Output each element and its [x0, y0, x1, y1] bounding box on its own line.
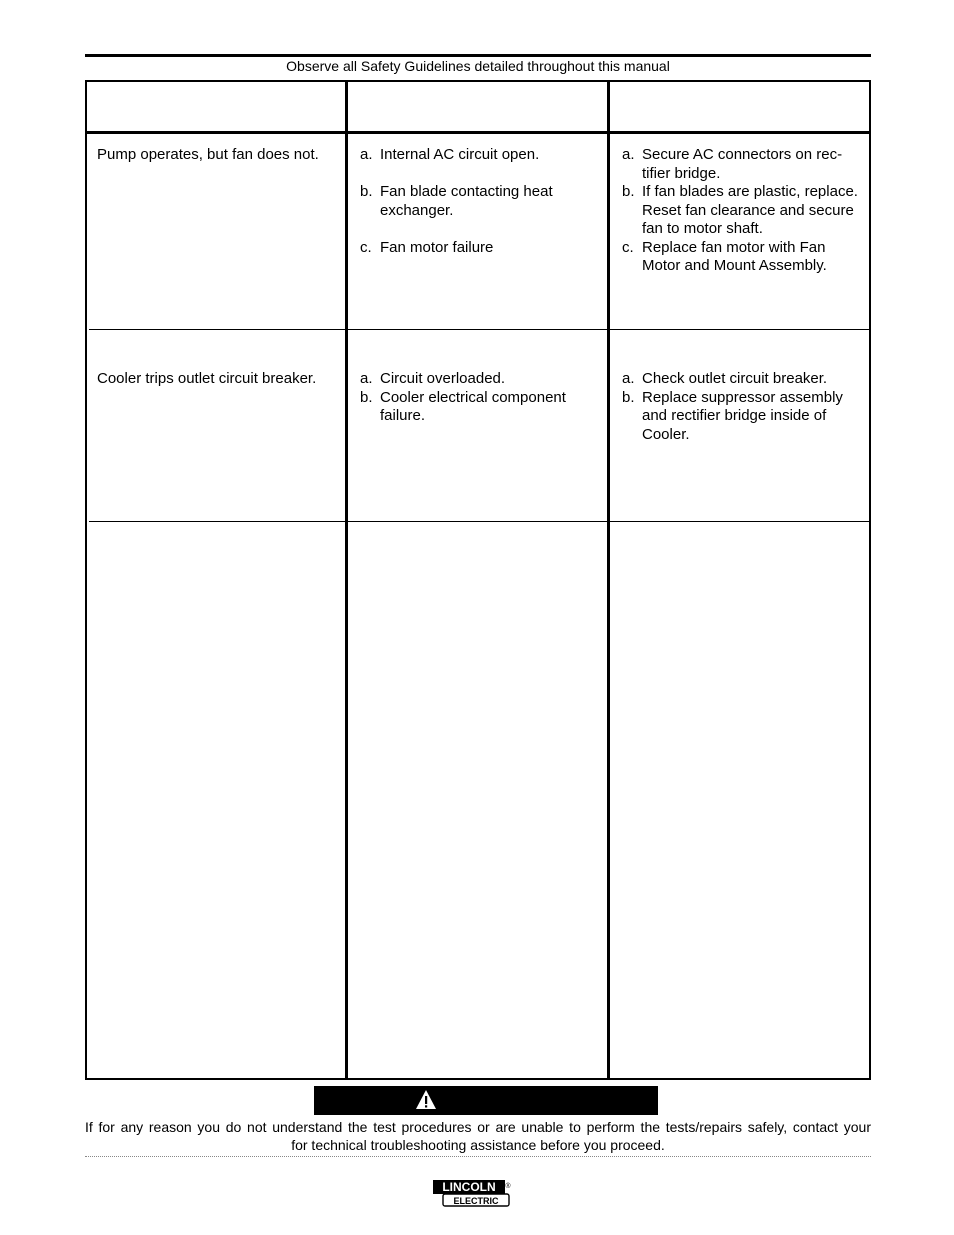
svg-text:®: ®	[505, 1183, 511, 1190]
table-header-rule	[85, 131, 871, 134]
action-item: a. Secure AC connectors on rec-tifier bridge.	[622, 146, 843, 182]
problem-cell-2: Cooler trips outlet circuit breaker.	[97, 370, 317, 387]
cause-item: a. Circuit overloaded.	[360, 370, 506, 387]
action-item: a. Check outlet circuit breaker.	[622, 370, 828, 387]
warning-line-1: If for any reason you do not understand the test procedures or are unable to perform the tests/repairs safely, contact your	[85, 1119, 871, 1135]
row-divider-2	[89, 521, 869, 522]
warning-line-2: for technical troubleshooting assistance before you proceed.	[291, 1137, 665, 1153]
svg-text:LINCOLN: LINCOLN	[442, 1180, 496, 1194]
cause-item: b. Fan blade contacting heat exchanger.	[360, 183, 553, 219]
action-item: c. Replace fan motor with Fan Motor and Mount Assembly.	[622, 238, 827, 274]
footer-rule	[85, 1156, 871, 1157]
safety-note: Observe all Safety Guidelines detailed throughout this manual	[286, 58, 670, 74]
lincoln-electric-logo	[432, 1179, 512, 1209]
cause-item: c. Fan motor failure	[360, 238, 494, 256]
cause-item: a. Internal AC circuit open.	[360, 146, 540, 163]
actions-cell-2	[622, 370, 858, 444]
caution-banner	[314, 1086, 658, 1115]
row-divider-1	[89, 329, 869, 330]
causes-cell-2	[360, 370, 590, 426]
action-item: b. If fan blades are plastic, replace. Reset fan clearance and secure fan to motor shaft.	[622, 183, 858, 237]
warning-text	[85, 1118, 871, 1154]
action-item: b. Replace suppressor assembly and rectifier bridge inside of Cooler.	[622, 388, 843, 443]
column-divider-1	[345, 80, 348, 1080]
cause-item: b. Cooler electrical component failure.	[360, 388, 566, 424]
causes-cell-1	[360, 146, 590, 257]
svg-text:ELECTRIC: ELECTRIC	[453, 1196, 499, 1206]
column-divider-2	[607, 80, 610, 1080]
problem-cell-1: Pump operates, but fan does not.	[97, 146, 319, 163]
actions-cell-1	[622, 146, 858, 276]
top-rule	[85, 54, 871, 57]
warning-triangle-icon	[415, 1089, 437, 1111]
